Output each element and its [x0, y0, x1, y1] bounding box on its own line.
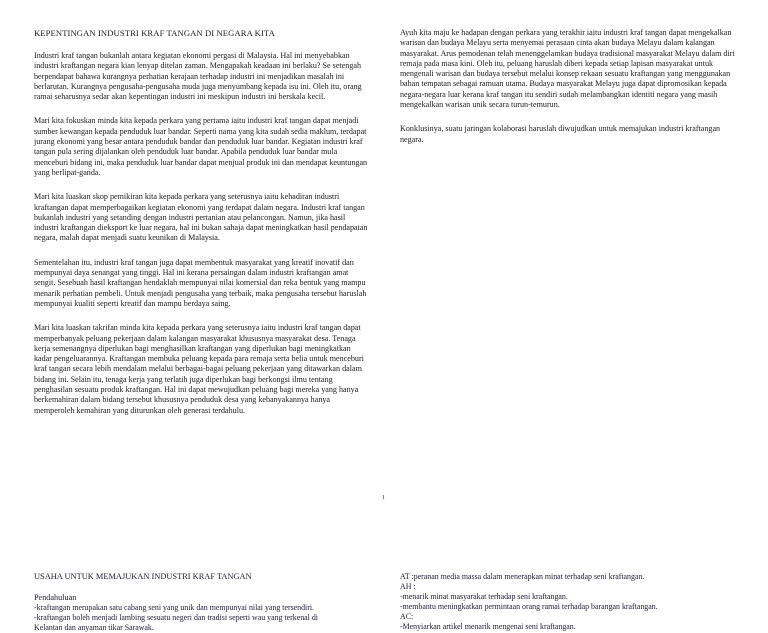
paragraph: Industri kraf tangan bukanlah antara kegiatan ekonomi pergasi di Malaysia. Hal ini menyebabkan industri kraftangan negara kian lenyap ditelan zaman. Mengapakah keadaan ini berlaku? Se setengah berpendapat bahawa kurangnya perhatian kerajaan terhadap industri ini menjadikan masalah ini berlarutan. Kurangnya pengusaha-pengusaha muda juga menyumbang kepada isu ini. Oleh itu, orang ramai seharusnya sedar akan kepentingan industri ini meskipun industri ini berskala kecil. [34, 51, 362, 102]
text-line: AH : [400, 582, 416, 591]
left-column [34, 572, 370, 633]
text-line: AC: [400, 612, 414, 621]
page-number: 1 [382, 495, 385, 501]
document-page-2 [0, 520, 768, 630]
text-line: AT :peranan media massa dalam menerapkan minat terhadap seni kraftangan. [400, 572, 645, 581]
section-heading: Pendahuluan [34, 593, 77, 602]
paragraph: Mari kita fokuskan minda kita kepada perkara yang pertama iaitu industri kraf tangan dapat menjadi sumber kewangan kepada penduduk luar bandar. Seperti nama yang kita sudah sedia maklum, terdapat jurang ekonomi yang besar antara penduduk bandar dan penduduk luar bandar. Kegiatan industri kraf tangan pula sering dijalankan oleh penduduk luar bandar. Apabila penduduk luar bandar mula menceburi bidang ini, maka penduduk luar bandar dapat menjual produk ini dan mendapat keuntungan yang berlipat-ganda. [34, 116, 368, 177]
paragraph: Mari kita luaskan skop pemikiran kita kepada perkara yang seterusnya iaitu kehadiran industri kraftangan dapat memperbagaikan kegiatan ekonomi yang terdapat dalam negara. Industri kraf tangan bukanlah industri yang setanding dengan industri pertanian atau pelancongan. Namun, jika hasil industri kraftangan dieksport ke luar negara, hal ini bukan sahaja dapat meningkatkan hasil pendapatan negara, malah dapat menjadi suatu keunikan di Malaysia. [34, 192, 368, 243]
right-column [400, 28, 736, 159]
paragraph: Ayuh kita maju ke hadapan dengan perkara yang terakhir iaitu industri kraf tangan dapat mengekalkan warisan dan budaya Melayu serta menyemai perasaan cinta akan budaya Melayu dalam kalangan masyarakat. Arus pemodenan telah menenggelamkan budaya tradisional masyarakat Melayu dalam diri remaja pada masa kini. Oleh itu, peluang haruslah diberi kepada setiap lapisan masyarakat untuk mengenali warisan dan budaya tersebut melalui konsep rekaan sesuatu kraftangan yang menggunakan bahan tempatan sebagai ramuan utama. Budaya masyarakat Melayu juga dapat dipromosikan kepada negara-negara luar kerana kraf tangan itu sendiri sudah melambangkan identiti negara yang masih mengekalkan warisan unik secara turun-temurun. [400, 28, 735, 110]
paragraph: Mari kita luaskan takrifan minda kita kepada perkara yang seterusnya iaitu industri kraf tangan dapat memperbanyak peluang pekerjaan dalam kalangan masyarakat khususnya masyarakat desa. Tenaga kerja semenangnya diperlukan bagi menghasilkan kraftangan yang diperlukan bagi meningkatkan kadar pengeluarannya. Kraftangan membuka peluang kepada para remaja serta belia untuk menceburi kraf tangan secara lebih mendalam melalui berbagai-bagai peluang pekerjaan yang ditawarkan dalam bidang ini. Selain itu, tenaga kerja yang terlatih juga diperlukan bagi berkongsi ilmu tentang penghasilan sesuatu produk kraftangan. Hal ini dapat mewujudkan peluang bagi mereka yang hanya berkemahiran dalam bidang tersebut khususnya penduduk desa yang kebanyakannya hanya memperoleh kemahiran yang diturunkan oleh generasi terdahulu. [34, 323, 364, 415]
text-line: -membantu meningkatkan permintaan orang ramai terhadap barangan kraftangan. [400, 602, 658, 611]
right-column [400, 572, 736, 632]
text-line: -kraftangan boleh menjadi lambing sesuatu negeri dan tradisi seperti wau yang terkenal di [34, 613, 318, 622]
page-title: KEPENTINGAN INDUSTRI KRAF TANGAN DI NEGARA KITA [34, 28, 275, 38]
conclusion-paragraph: Konklusinya, suatu jaringan kolaborasi haruslah diwujudkan untuk memajukan industri kraftangan negara. [400, 124, 721, 144]
left-column [34, 28, 370, 430]
text-line: -kraftangan merupakan satu cabang seni yang unik dan mempunyai nilai yang tersendiri. [34, 603, 315, 612]
paragraph: Sementelahan itu, industri kraf tangan juga dapat membentuk masyarakat yang kreatif inovatif dan mempunyai daya senangat yang tinggi. Hal ini kerana persaingan dalam industri kraftangan amat sengit. Sesebuah hasil kraftangan hendaklah mempunyai nilai komersial dan reka bentuk yang mampu menarik perhatian pembeli. Untuk menjadi pengusaha yang terbaik, maka pengusaha tersebut haruslah mempunyai kualiti seperti kreatif dan mampu berdaya saing. [34, 257, 367, 308]
section-title: USAHA UNTUK MEMAJUKAN INDUSTRI KRAF TANGAN [34, 572, 252, 581]
text-line: Kelantan dan anyaman tikar Sarawak. [34, 623, 154, 632]
text-line: -Menyiarkan artikel menarik mengenai seni kraftangan. [400, 622, 576, 631]
text-line: -menarik minat masyarakat terhadap seni kraftangan. [400, 592, 568, 601]
